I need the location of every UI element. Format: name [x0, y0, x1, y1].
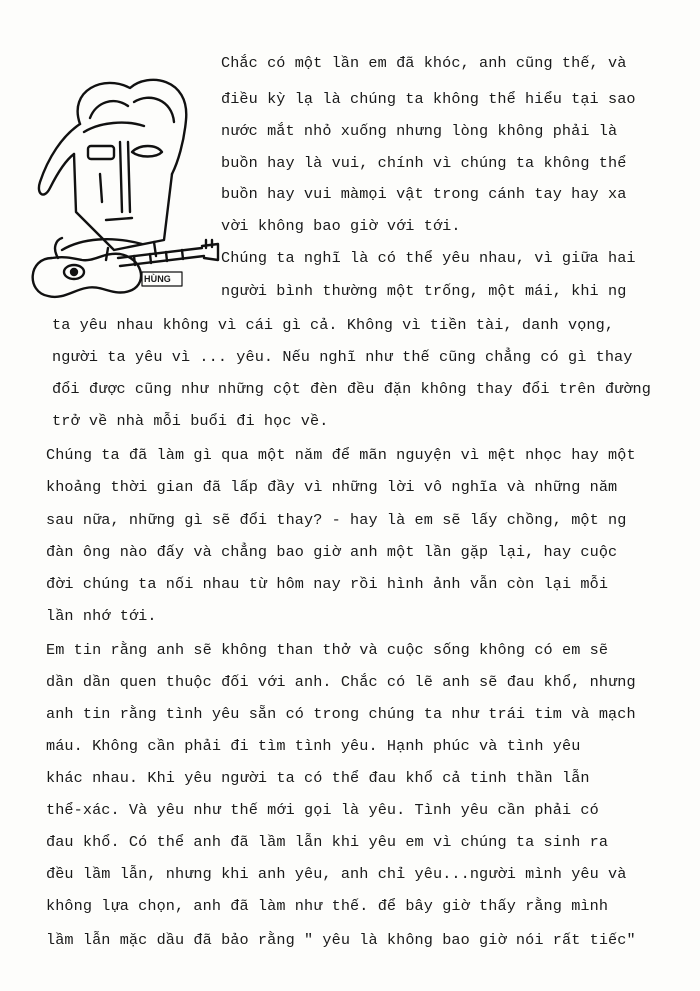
text-line: người bình thường một trống, một mái, khi ng	[221, 282, 627, 300]
text-line: nước mắt nhỏ xuống nhưng lòng không phải là	[221, 122, 618, 140]
text-line: sau nữa, những gì sẽ đổi thay? - hay là em sẽ lấy chồng, một ng	[46, 511, 627, 529]
text-line: điều kỳ lạ là chúng ta không thể hiểu tại sao	[221, 90, 636, 108]
text-line: không lựa chọn, anh đã làm như thế. để bây giờ thấy rằng mình	[46, 897, 609, 915]
text-line: đau khổ. Có thể anh đã lầm lẫn khi yêu em vì chúng ta sinh ra	[46, 833, 609, 851]
text-line: vời không bao giờ với tới.	[221, 217, 461, 235]
text-line: máu. Không cần phải đi tìm tình yêu. Hạnh phúc và tình yêu	[46, 737, 581, 755]
text-line: thể-xác. Và yêu như thế mới gọi là yêu. Tình yêu cần phải có	[46, 801, 599, 819]
text-line: trở về nhà mỗi buổi đi học về.	[52, 412, 329, 430]
text-line: đàn ông nào đấy và chẳng bao giờ anh một lần gặp lại, hay cuộc	[46, 543, 618, 561]
text-line: đời chúng ta nối nhau từ hôm nay rồi hình ảnh vẫn còn lại mỗi	[46, 575, 609, 593]
text-line: khác nhau. Khi yêu người ta có thể đau khổ cả tinh thần lẫn	[46, 769, 590, 787]
text-line: dần dần quen thuộc đối với anh. Chắc có lẽ anh sẽ đau khổ, nhưng	[46, 673, 636, 691]
text-line: Chúng ta đã làm gì qua một năm để mãn nguyện vì mệt nhọc hay một	[46, 446, 636, 464]
guitarist-sketch-illustration	[22, 62, 222, 302]
text-line: Em tin rằng anh sẽ không than thở và cuộc sống không có em sẽ	[46, 641, 609, 659]
text-line: anh tin rằng tình yêu sẵn có trong chúng ta như trái tim và mạch	[46, 705, 636, 723]
text-line: đều lầm lẫn, nhưng khi anh yêu, anh chỉ yêu...người mình yêu và	[46, 865, 627, 883]
text-line: buồn hay là vui, chính vì chúng ta không thể	[221, 154, 627, 172]
text-line: lần nhớ tới.	[46, 607, 157, 625]
text-line: buồn hay vui màmọi vật trong cánh tay hay xa	[221, 185, 627, 203]
text-line: ta yêu nhau không vì cái gì cả. Không vì tiền tài, danh vọng,	[52, 316, 615, 334]
text-line: lầm lẫn mặc dầu đã bảo rằng " yêu là không bao giờ nói rất tiếc"	[46, 931, 636, 949]
artist-signature: HÙNG	[144, 274, 171, 284]
text-line: người ta yêu vì ... yêu. Nếu nghĩ như thế cũng chẳng có gì thay	[52, 348, 633, 366]
text-line: đổi được cũng như những cột đèn đều đặn không thay đổi trên đường	[52, 380, 651, 398]
text-line: Chắc có một lần em đã khóc, anh cũng thế, và	[221, 54, 627, 72]
text-line: khoảng thời gian đã lấp đầy vì những lời vô nghĩa và những năm	[46, 478, 618, 496]
text-line: Chúng ta nghĩ là có thể yêu nhau, vì giữa hai	[221, 249, 636, 267]
